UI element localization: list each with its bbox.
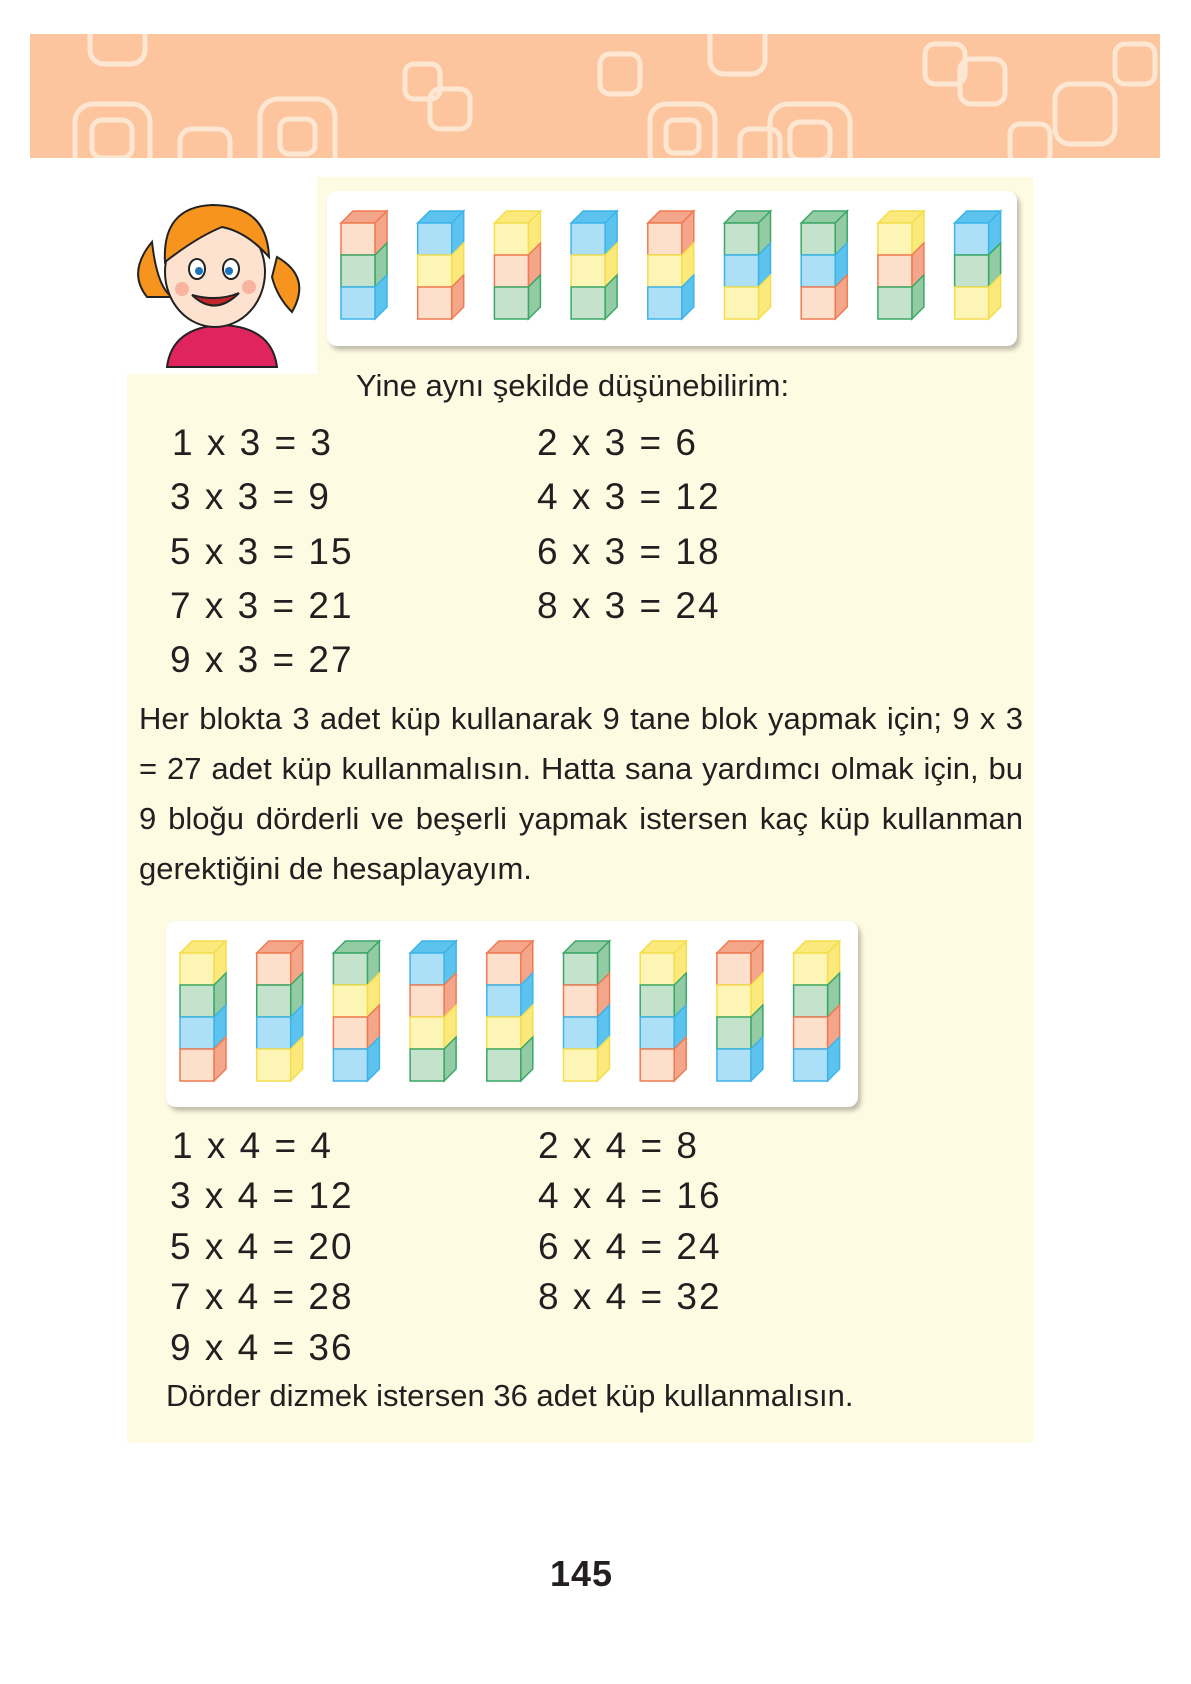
cube-front-face <box>717 1049 751 1081</box>
cube-stack <box>494 211 540 319</box>
cube-front-face <box>418 223 452 255</box>
cube-front-face <box>410 1017 444 1049</box>
cube-front-face <box>257 1049 291 1081</box>
equation: 1 x 4 = 4 <box>172 1125 333 1166</box>
equation: 5 x 3 = 15 <box>170 531 354 572</box>
cube-front-face <box>333 1049 367 1081</box>
equation: 8 x 4 = 32 <box>538 1276 722 1317</box>
equation: 7 x 4 = 28 <box>170 1276 354 1317</box>
cube-front-face <box>955 223 989 255</box>
equation: 6 x 3 = 18 <box>537 531 721 572</box>
equation: 3 x 3 = 9 <box>170 476 331 517</box>
intro-text: Yine aynı şekilde düşünebilirim: <box>356 368 790 403</box>
cube-front-face <box>564 985 598 1017</box>
cube-front-face <box>725 287 759 319</box>
cube-front-face <box>494 287 528 319</box>
cube-front-face <box>333 985 367 1017</box>
cube-front-face <box>180 953 214 985</box>
cube-front-face <box>801 255 835 287</box>
cube-front-face <box>571 223 605 255</box>
cube-front-face <box>341 255 375 287</box>
equation: 2 x 3 = 6 <box>537 422 698 463</box>
cube-stacks-of-3-panel <box>327 191 1017 346</box>
cube-stack <box>725 211 771 319</box>
cube-front-face <box>640 953 674 985</box>
cube-front-face <box>494 223 528 255</box>
cube-front-face <box>333 1017 367 1049</box>
equation: 1 x 3 = 3 <box>172 422 333 463</box>
cube-front-face <box>564 1049 598 1081</box>
cube-front-face <box>725 223 759 255</box>
cube-front-face <box>648 287 682 319</box>
cube-front-face <box>564 1017 598 1049</box>
cube-front-face <box>410 953 444 985</box>
cube-stack <box>801 211 847 319</box>
cube-stack <box>257 941 303 1081</box>
girl-character-illustration <box>127 177 317 374</box>
cube-front-face <box>257 953 291 985</box>
cube-front-face <box>341 287 375 319</box>
cube-front-face <box>725 255 759 287</box>
cube-front-face <box>257 1017 291 1049</box>
cube-front-face <box>564 953 598 985</box>
cube-front-face <box>794 985 828 1017</box>
cube-stack <box>487 941 533 1081</box>
cube-front-face <box>717 953 751 985</box>
equation: 9 x 3 = 27 <box>170 639 354 680</box>
cube-stack <box>333 941 379 1081</box>
cube-front-face <box>494 255 528 287</box>
cube-front-face <box>640 1049 674 1081</box>
cube-stack <box>717 941 763 1081</box>
cube-front-face <box>648 223 682 255</box>
cube-front-face <box>955 287 989 319</box>
cube-front-face <box>640 1017 674 1049</box>
page-number: 145 <box>550 1553 614 1594</box>
equation: 6 x 4 = 24 <box>538 1226 722 1267</box>
cube-stack <box>571 211 617 319</box>
cube-front-face <box>180 1049 214 1081</box>
cube-stack <box>180 941 226 1081</box>
cube-front-face <box>794 953 828 985</box>
cube-front-face <box>410 1049 444 1081</box>
cube-front-face <box>487 985 521 1017</box>
cube-stack <box>648 211 694 319</box>
equation: 5 x 4 = 20 <box>170 1226 354 1267</box>
cube-front-face <box>418 287 452 319</box>
cube-front-face <box>648 255 682 287</box>
cube-front-face <box>640 985 674 1017</box>
equation: 4 x 3 = 12 <box>537 476 721 517</box>
cube-front-face <box>878 223 912 255</box>
cube-stack <box>418 211 464 319</box>
cube-front-face <box>410 985 444 1017</box>
cube-front-face <box>878 255 912 287</box>
explanation-paragraph: Her blokta 3 adet küp kullanarak 9 tane blok yapmak için; 9 x 3 = 27 adet küp kullanmalısın. Hatta sana yardımcı olmak için, bu 9 bloğu dörderli ve beşerli yapmak istersen kaç küp kullanman gerektiğini de hesaplayayım. <box>139 701 1023 886</box>
rounded-squares-pattern <box>30 34 1160 158</box>
cube-front-face <box>257 985 291 1017</box>
cube-front-face <box>794 1049 828 1081</box>
cube-front-face <box>794 1017 828 1049</box>
cube-front-face <box>571 287 605 319</box>
cube-stack <box>878 211 924 319</box>
equation: 8 x 3 = 24 <box>537 585 721 626</box>
cube-stacks-of-4-panel <box>166 921 858 1107</box>
cube-front-face <box>180 1017 214 1049</box>
cube-stack <box>410 941 456 1081</box>
equation: 7 x 3 = 21 <box>170 585 354 626</box>
cube-front-face <box>341 223 375 255</box>
equation: 9 x 4 = 36 <box>170 1327 354 1368</box>
cube-stack <box>564 941 610 1081</box>
cube-front-face <box>487 1049 521 1081</box>
cube-front-face <box>878 287 912 319</box>
cube-front-face <box>333 953 367 985</box>
cube-front-face <box>955 255 989 287</box>
cube-front-face <box>487 953 521 985</box>
cube-front-face <box>801 223 835 255</box>
cube-front-face <box>717 1017 751 1049</box>
cube-stack <box>341 211 387 319</box>
equation: 2 x 4 = 8 <box>538 1125 699 1166</box>
equation: 4 x 4 = 16 <box>538 1175 722 1216</box>
cube-front-face <box>487 1017 521 1049</box>
cube-front-face <box>180 985 214 1017</box>
cube-front-face <box>801 287 835 319</box>
cube-front-face <box>571 255 605 287</box>
cube-stack <box>794 941 840 1081</box>
cube-front-face <box>418 255 452 287</box>
cube-stack <box>640 941 686 1081</box>
cube-front-face <box>717 985 751 1017</box>
decorative-header-band <box>30 34 1160 158</box>
conclusion-text: Dörder dizmek istersen 36 adet küp kullanmalısın. <box>166 1378 854 1413</box>
equation: 3 x 4 = 12 <box>170 1175 354 1216</box>
cube-stack <box>955 211 1001 319</box>
